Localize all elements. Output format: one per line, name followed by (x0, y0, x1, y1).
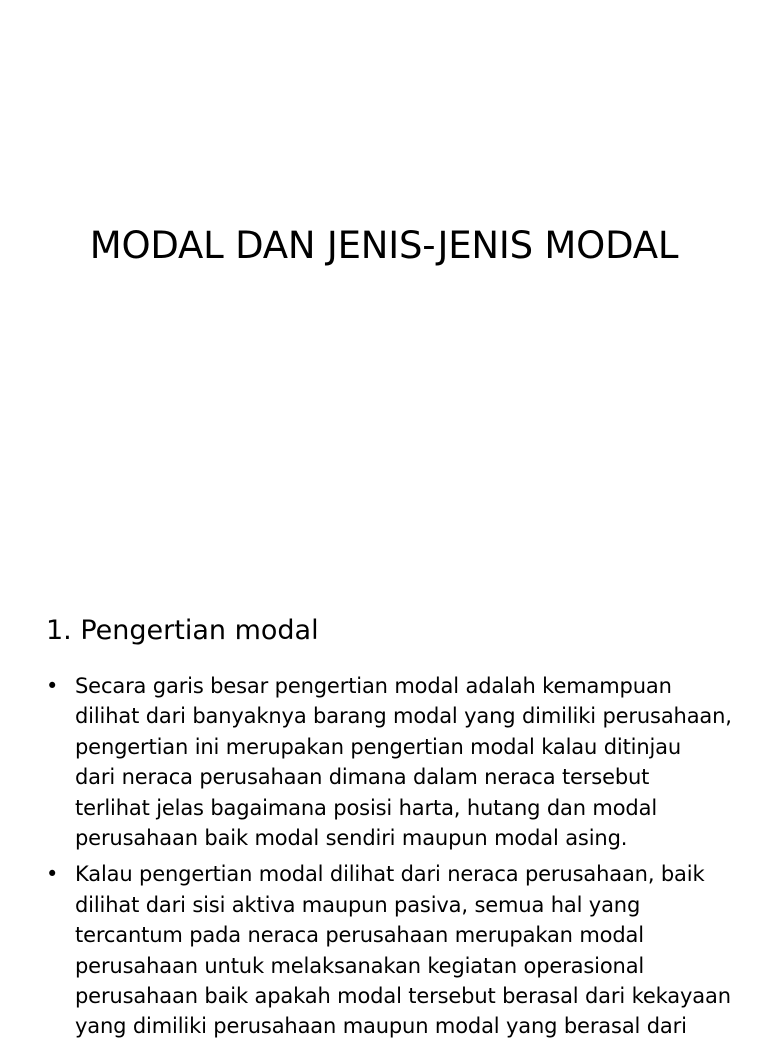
bullet-text-line: Secara garis besar pengertian modal adalah kemampuan (75, 674, 672, 698)
section-heading: 1. Pengertian modal (46, 615, 319, 646)
bullet-text-line: pengertian ini merupakan pengertian modal kalau ditinjau (75, 734, 682, 759)
bullet-dot-icon: • (46, 862, 59, 887)
bullet-text-line: dilihat dari sisi aktiva maupun pasiva, semua hal yang (75, 892, 641, 917)
bullet-text-line: perusahaan baik apakah modal tersebut berasal dari kekayaan (75, 984, 731, 1009)
bullet-dot-icon: • (46, 674, 59, 698)
bullet-text-line: Kalau pengertian modal dilihat dari neraca perusahaan, baik (75, 862, 705, 887)
slide-title: MODAL DAN JENIS-JENIS MODAL (89, 224, 679, 267)
bullet-text-line: terlihat jelas bagaimana posisi harta, hutang dan modal (75, 795, 658, 820)
bullet-text-line: perusahaan baik modal sendiri maupun modal asing. (75, 826, 628, 851)
bullet-text-line: yang dimiliki perusahaan maupun modal yang berasal dari (75, 1014, 687, 1039)
bullet-item (46, 671, 746, 853)
bullet-list (46, 671, 746, 1048)
bullet-text-line: dilihat dari banyaknya barang modal yang dimiliki perusahaan, (75, 704, 732, 729)
bullet-text-line: tercantum pada neraca perusahaan merupakan modal (75, 923, 644, 948)
bullet-text-line: dari neraca perusahaan dimana dalam neraca tersebut (75, 765, 650, 790)
bullet-item (46, 859, 746, 1041)
bullet-text-line: perusahaan untuk melaksanakan kegiatan operasional (75, 953, 645, 978)
